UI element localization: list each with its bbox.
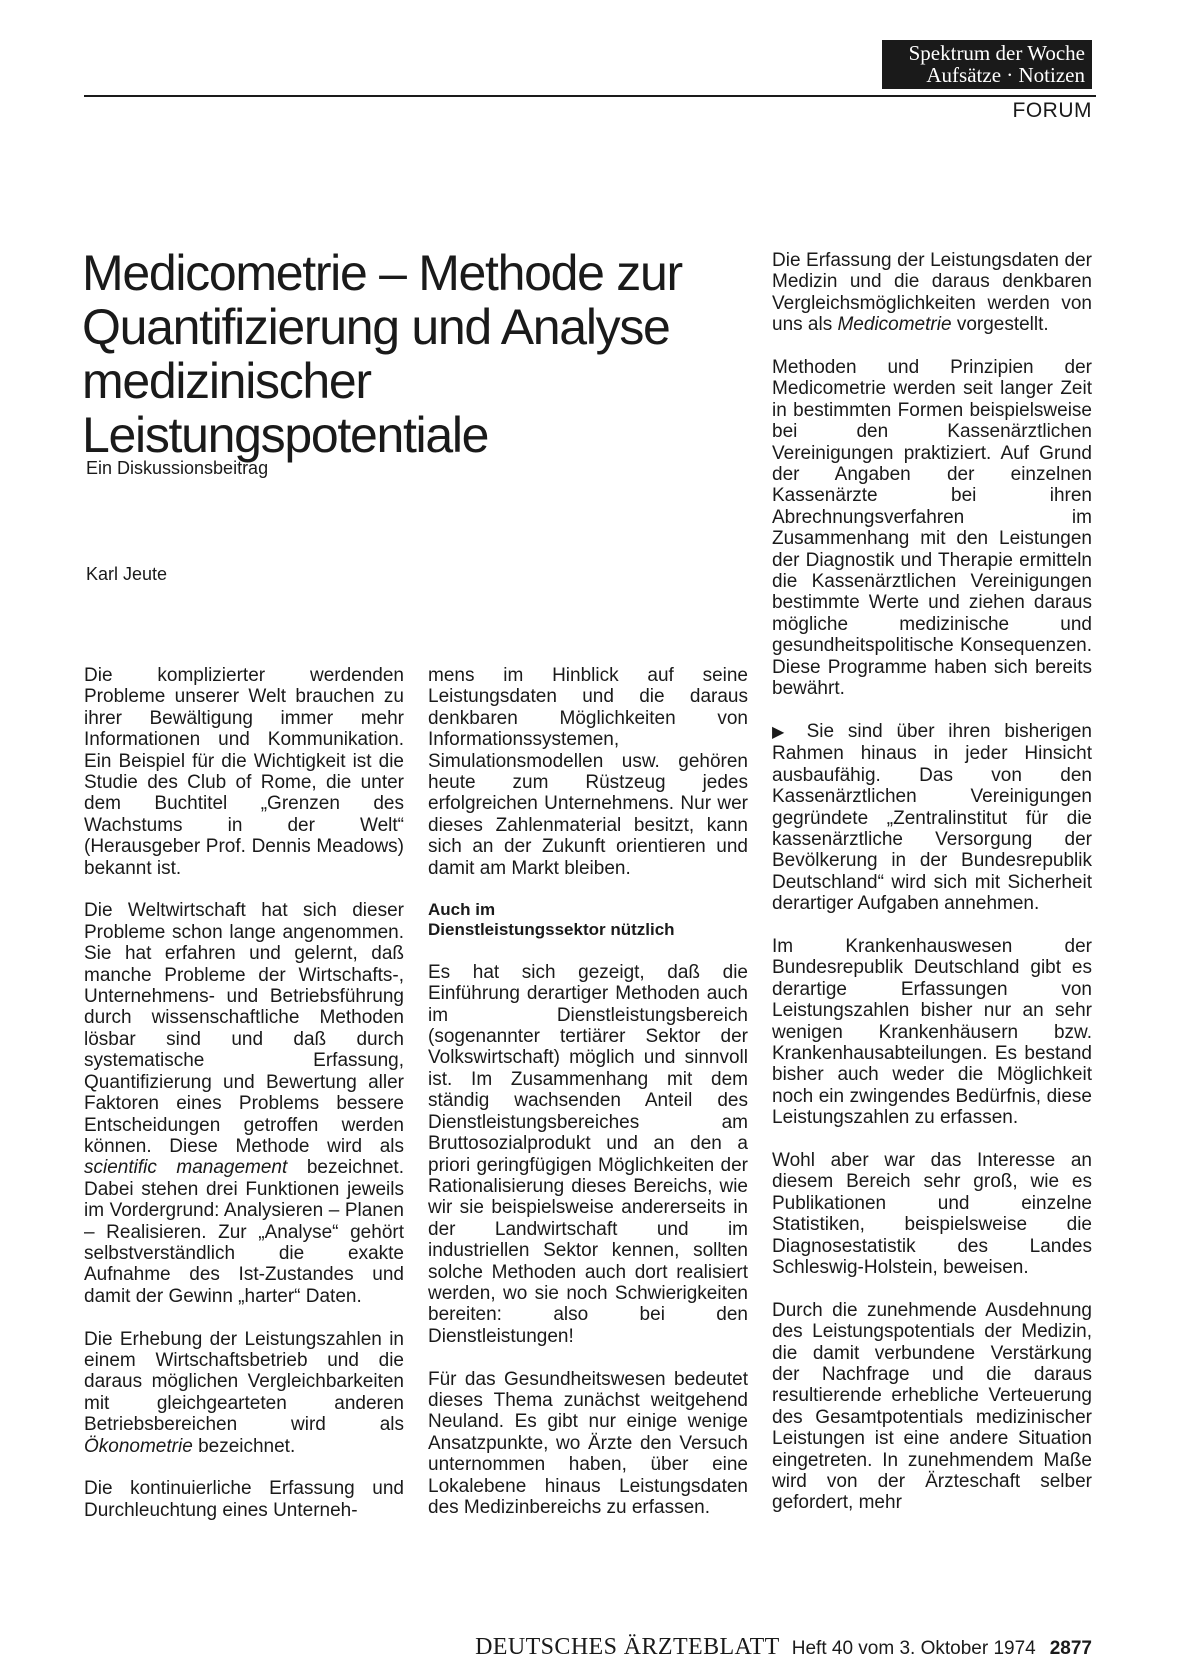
paragraph: mens im Hinblick auf seine Leistungsdaten und die daraus denkbaren Möglichkeiten von Informationssystemen, Simulationsmodellen usw. gehören heute zum Rüstzeug jedes erfolgreichen Unternehmens. Nur wer dieses Zahlenmaterial besitzt, kann sich an der Zukunft orientieren und damit am Markt bleiben. [428,665,748,879]
triangle-marker-icon: ▶ [772,723,793,741]
text-run: bezeichnet. Dabei stehen drei Funktionen jeweils im Vordergrund: Analysieren – Planen – Realisieren. Zur „Analyse“ gehört selbstverständlich die exakte Aufnahme des Ist-Zustandes und damit der Gewinn „harter“ Daten. [84,1157,404,1307]
text-run: bezeichnet. [198,1435,296,1457]
article-author: Karl Jeute [86,564,168,584]
paragraph: Die kontinuierliche Erfassung und Durchleuchtung eines Unterneh- [84,1478,404,1521]
section-heading [428,900,748,940]
paragraph [772,721,1092,915]
text-run: Die Erfassung der Leistungsdaten der Medizin und die daraus denkbaren Vergleichsmöglichkeiten werden von uns als [772,250,1092,336]
badge-line-1: Spektrum der Woche [908,41,1085,65]
paragraph: Es hat sich gezeigt, daß die Einführung derartiger Methoden auch im Dienstleistungsbereich (sogenannter tertiärer Sektor der Volkswirtschaft) möglich und sinnvoll ist. Im Zusammenhang mit dem ständig wachsenden Anteil des Dienstleistungsbereiches am Bruttosozialprodukt und an den a priori geringfügigen Möglichkeiten der Rationalisierung dieses Bereichs, wie wir sie beispielsweise andererseits in der Landwirtschaft und im industriellen Sektor kennen, sollten solche Methoden auch dort realisiert werden, wo sie noch Schwierigkeiten bereiten: also bei den Dienstleistungen! [428,961,748,1347]
text-run: Die Erhebung der Leistungszahlen in einem Wirtschaftsbetrieb und die daraus möglichen Vergleichbarkeiten mit gleichgearteten anderen Betriebsbereichen wird als [84,1328,404,1436]
paragraph: Für das Gesundheitswesen bedeutet dieses Thema zunächst weitgehend Neuland. Es gibt nur einige wenige Ansatzpunkte, wo Ärzte den Versuch unternommen haben, über eine Lokalebene hinaus Leistungsdaten des Medizinbereichs zu erfassen. [428,1368,748,1518]
text-run: vorgestellt. [956,314,1049,336]
emphasis: Ökonometrie [84,1435,193,1457]
badge-line-2: Aufsätze · Notizen [926,63,1085,87]
heading-line: Dienstleistungssektor nützlich [428,920,675,940]
text-run: Die Weltwirtschaft hat sich dieser Probleme schon lange angenommen. Sie hat erfahren und gelernt, daß manche Probleme der Wirtschafts-, Unternehmens- und Betriebsführung durch wissenschaftliche Methoden lösbar sind und daß durch systematische Erfassung, Quantifizierung und Bewertung aller Faktoren eines Problems bessere Entscheidungen getroffen werden können. Diese Methode wird als [84,900,404,1157]
paragraph: Die komplizierter werdenden Probleme unserer Welt brauchen zu ihrer Bewältigung immer mehr Informationen und Kommunikation. Ein Beispiel für die Wichtigkeit ist die Studie des Club of Rome, die unter dem Buchtitel „Grenzen des Wachstums in der Welt“ (Herausgeber Prof. Dennis Meadows) bekannt ist. [84,665,404,879]
emphasis: scientific management [84,1157,288,1179]
journal-name: DEUTSCHES ÄRZTEBLATT [475,1634,780,1660]
paragraph: Durch die zunehmende Ausdehnung des Leistungspotentials der Medizin, die damit verbundene Verstärkung der Nachfrage und die daraus resultierende erhebliche Verteuerung des Gesamtpotentials medizinischer Leistungen ist eine andere Situation eingetreten. In zunehmendem Maße wird von der Ärzteschaft selber gefordert, mehr [772,1299,1092,1514]
emphasis: Medicometrie [837,314,952,336]
paragraph [84,900,404,1307]
text-run: Sie sind über ihren bisherigen Rahmen hinaus in jeder Hinsicht ausbaufähig. Das von den Kassenärztlichen Vereinigungen gegründete „Zentralinstitut für die kassenärztliche Versorgung der Bevölkerung in der Bundesrepublik Deutschland“ wird sich mit Sicherheit derartiger Aufgaben annehmen. [772,720,1092,915]
article-title: Medicometrie – Methode zur Quantifizierung und Analyse medizinischer Leistungspotentiale [82,245,682,463]
page-number: 2877 [1049,1638,1092,1659]
heading-line: Auch im [428,900,496,920]
header-rule [84,95,1096,97]
text-column-1 [84,665,404,1543]
text-column-3 [772,250,1092,1535]
page-footer [475,1634,1092,1661]
paragraph [772,250,1092,336]
paragraph: Wohl aber war das Interesse an diesem Bereich sehr groß, wie es Publikationen und einzelne Statistiken, beispielsweise die Diagnosestatistik des Landes Schleswig-Holstein, beweisen. [772,1150,1092,1279]
article-subtitle: Ein Diskussionsbeitrag [86,458,269,478]
section-label: FORUM [1012,99,1092,122]
section-badge [882,40,1092,89]
text-column-2 [428,665,748,1540]
paragraph [84,1329,404,1457]
paragraph: Methoden und Prinzipien der Medicometrie werden seit langer Zeit in bestimmten Formen beispielsweise bei den Kassenärztlichen Vereinigungen praktiziert. Auf Grund der Angaben der einzelnen Kassenärzte bei ihren Abrechnungsverfahren im Zusammenhang mit den Leistungen der Diagnostik und Therapie ermitteln die Kassenärztlichen Vereinigungen bestimmte Werte und ziehen daraus mögliche medizinische und gesundheitspolitische Konsequenzen. Diese Programme haben sich bereits bewährt. [772,357,1092,700]
issue-info: Heft 40 vom 3. Oktober 1974 [791,1638,1036,1659]
paragraph: Im Krankenhauswesen der Bundesrepublik Deutschland gibt es derartige Erfassungen von Leistungszahlen bisher nur an sehr wenigen Krankenhäusern bzw. Krankenhausabteilungen. Es bestand bisher auch weder die Möglichkeit noch ein zwingendes Bedürfnis, diese Leistungszahlen zu erfassen. [772,935,1092,1129]
